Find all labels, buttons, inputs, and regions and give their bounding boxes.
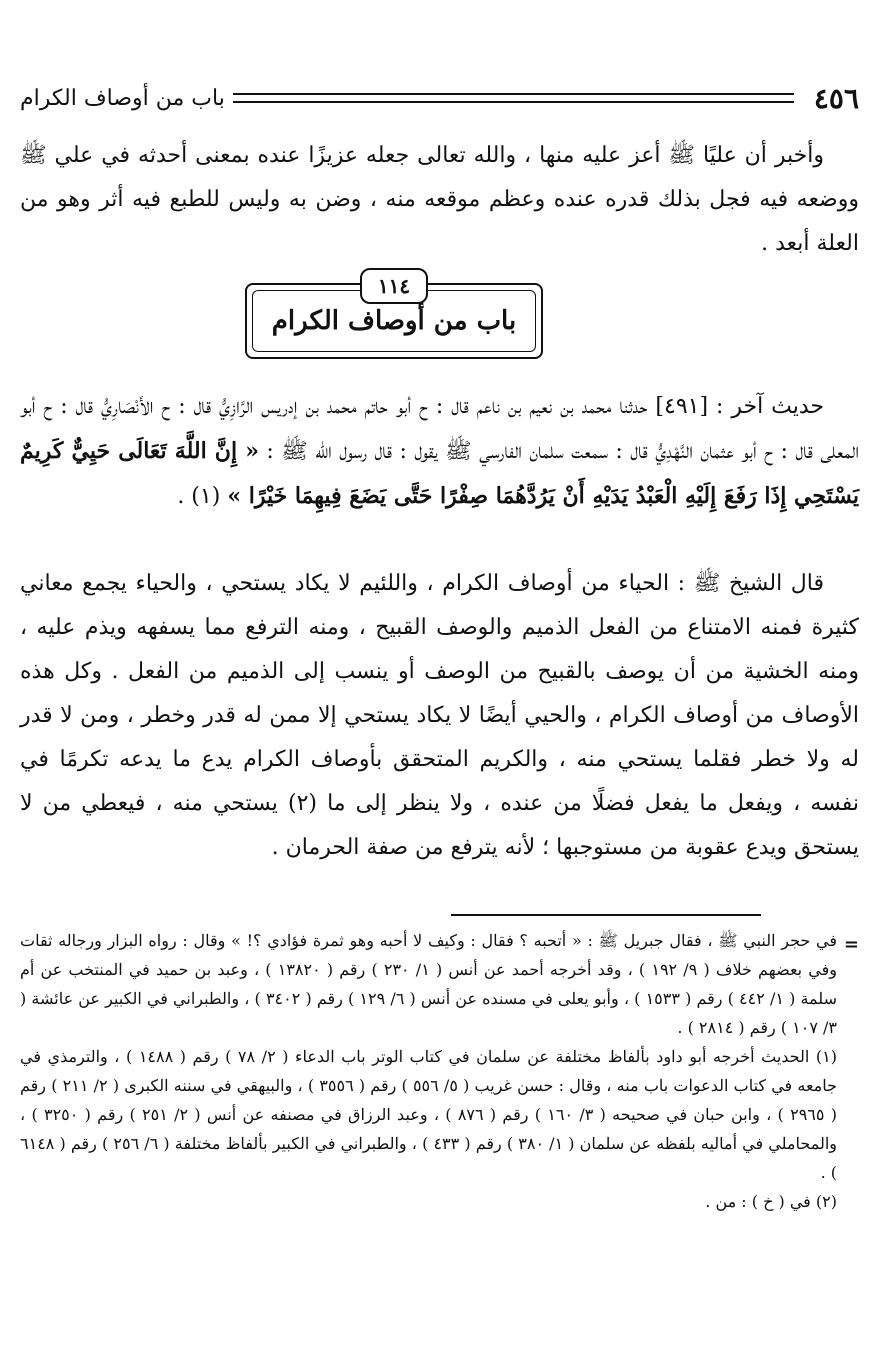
header-double-rule	[233, 93, 794, 103]
chapter-number-badge	[360, 268, 428, 304]
footnotes	[20, 926, 837, 1216]
page-header	[20, 78, 859, 118]
hadith-isnad: حديث آخر : [٤٩١] حدثنا محمد بن نعيم بن ناعم قال : ح أبو حاتم محمد بن إدريس الرَّازِيُّ قال : ح الأَنْصَارِيُّ قال : ح أبو المعلى قال : ح أبو عثمان النَّهْدِيُّ قال : سمعت سلمان الفارسي ﷺ يقول : قال رسول الله ﷺ :	[20, 394, 860, 464]
intro-paragraph-block	[20, 134, 859, 266]
page-number: ٤٥٦	[813, 81, 859, 115]
footnote-continuation-mark: =	[843, 934, 859, 955]
hadith-matn: « إِنَّ اللَّهَ تَعَالَى حَيِيٌّ كَرِيمٌ يَسْتَحِي إِذَا رَفَعَ إِلَيْهِ الْعَبْدُ يَدَيْهِ أَنْ يَرُدَّهُمَا صِفْرًا حَتَّى يَضَعَ فِيهِمَا خَيْرًا »	[20, 438, 859, 509]
hadith-paragraph	[20, 385, 859, 519]
footnote-2: (٢) في ( خ ) : من .	[705, 1192, 837, 1211]
footnote-separator	[451, 914, 761, 916]
commentary-paragraph: قال الشيخ ﷺ : الحياء من أوصاف الكرام ، واللئيم لا يكاد يستحي ، والحياء يجمع معاني كثيرة فمنه الامتناع من الفعل الذميم والوصف القبيح ، ومنه الترفع مما يسفهه ويذم عليه ، ومنه الخشية من أن يوصف بالقبيح من الوصف أو ينسب إلى الذميم من الفعل . وكل هذه الأوصاف من أوصاف الكرام ، والحيي أيضًا لا يكاد يستحي إلا ممن له قدر وخطر ، ومن لا قدر له ولا خطر فقلما يستحي منه ، والكريم المتحقق بأوصاف الكرام يدع ما يدعه تكرمًا في نفسه ، ويفعل ما يفعل فضلًا من عنده ، ولا ينظر إلى ما (٢) يستحي منه ، فيعطي من لا يستحق ويدع عقوبة من مستوجبها ؛ لأنه يترفع من صفة الحرمان .	[20, 571, 859, 860]
chapter-number: ١١٤	[377, 274, 411, 298]
running-title: باب من أوصاف الكرام	[20, 85, 225, 111]
footnote-1: (١) الحديث أخرجه أبو داود بألفاظ مختلفة عن سلمان في كتاب الوتر باب الدعاء ( ٢/ ٧٨ ) رقم ( ١٤٨٨ ) ، والترمذي في جامعه في كتاب الدعوات باب منه ، وقال : حسن غريب ( ٥/ ٥٥٦ ) رقم ( ٣٥٥٦ ) ، والبيهقي في سننه الكبرى ( ٢/ ٢١١ ) رقم ( ٢٩٦٥ ) ، وابن حبان في صحيحه ( ٣/ ١٦٠ ) رقم ( ٨٧٦ ) ، وعبد الرزاق في مصنفه عن أنس ( ٢/ ٢٥١ ) رقم ( ٣٢٥٠ ) ، والمحاملي في أماليه بلفظه عن سلمان ( ١/ ٣٨٠ ) رقم ( ٤٣٣ ) ، والطبراني في الكبير بألفاظ مختلفة ( ٦/ ٢٥٦ ) رقم ( ٦١٤٨ ) .	[20, 1047, 838, 1182]
hadith-block	[20, 385, 859, 519]
footnote-continuation: في حجر النبي ﷺ ، فقال جبريل ﷺ : « أتحبه ؟ فقال : وكيف لا أحبه وهو ثمرة فؤادي ؟! » وقال : رواه البزار ورجاله ثقات وفي بعضهم خلاف ( ٩/ ١٩٢ ) ، وقد أخرجه أحمد عن أنس ( ١/ ٢٣٠ ) رقم ( ١٣٨٢٠ ) ، وعبد بن حميد في المنتخب عن أم سلمة ( ١/ ٤٤٢ ) رقم ( ١٥٣٣ ) ، وأبو يعلى في مسنده عن أنس ( ٦/ ١٢٩ ) رقم ( ٣٤٠٢ ) ، والطبراني في الكبير عن عائشة ( ٣/ ١٠٧ ) رقم ( ٢٨١٤ ) .	[20, 931, 838, 1037]
commentary-block	[20, 562, 859, 870]
chapter-title: باب من أوصاف الكرام	[271, 306, 517, 336]
intro-paragraph: وأخبر أن عليًا ﷺ أعز عليه منها ، والله تعالى جعله عزيزًا عنده بمعنى أحدثه في علي ﷺ ووضعه فيه فجل بذلك قدره عنده وعظم موقعه منه ، وضن به وليس للطبع فيه أثر وهو من العلة أبعد .	[20, 143, 859, 256]
hadith-footnote-ref: (١) .	[177, 484, 221, 509]
